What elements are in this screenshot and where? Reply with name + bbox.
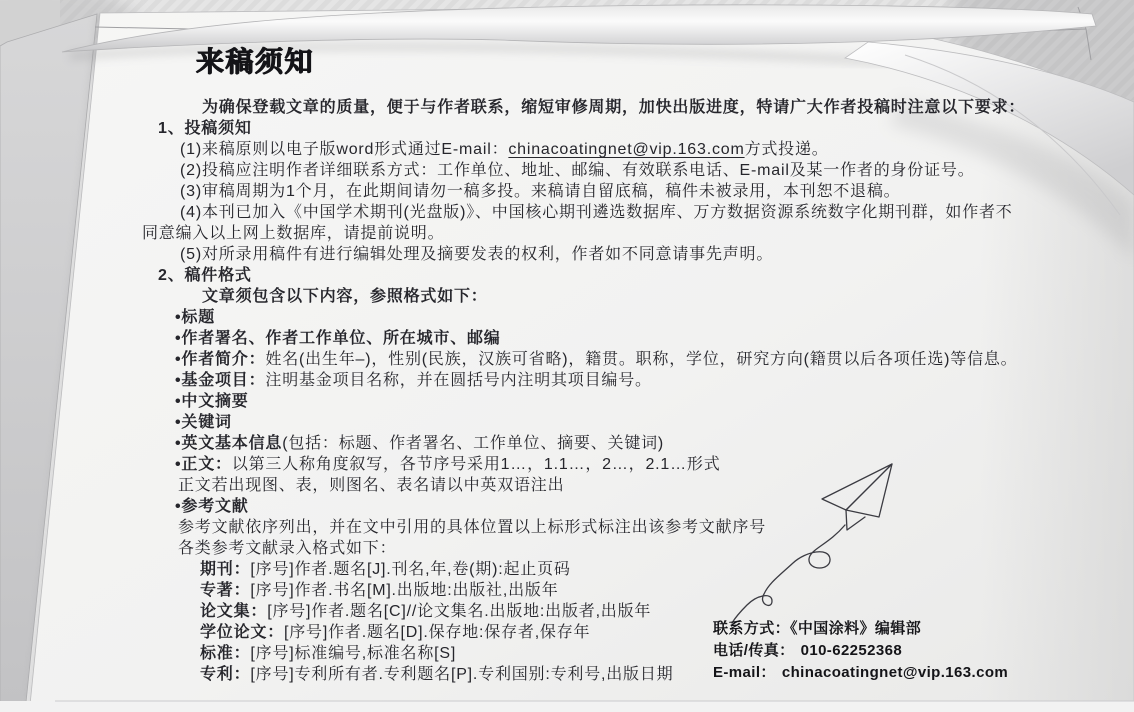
format-lead: 文章须包含以下内容，参照格式如下：	[202, 288, 488, 305]
ref-format-standard-label: 标准：	[200, 645, 251, 662]
ref-format-book	[142, 580, 1072, 601]
ref-format-patent-label: 专利：	[200, 666, 251, 683]
ref-format-thesis-text: [序号]作者.题名[D].保存地:保存者,保存年	[284, 624, 591, 641]
ref-format-book-label: 专著：	[200, 582, 251, 599]
email-link[interactable]: chinacoatingnet@vip.163.com	[508, 141, 745, 158]
bullet-fund	[142, 370, 1072, 391]
bullet-fund-text: 注明基金项目名称，并在圆括号内注明其项目编号。	[265, 372, 652, 389]
contact-phone-label: 电话/传真：	[713, 642, 795, 659]
figures-tables-note: 正文若出现图、表，则图名、表名请以中英双语注出	[178, 477, 565, 494]
submission-item-1-text: (1)来稿原则以电子版word形式通过E-mail：	[180, 141, 509, 158]
bottom-sheet-edge	[0, 701, 1134, 712]
bullet-main-body-text: 以第三人称角度叙写，各节序号采用1…，1.1…，2…，2.1…形式	[231, 456, 721, 473]
bullet-author-bio-text: 姓名(出生年–)，性别(民族，汉族可省略)，籍贯。职称，学位，研究方向(籍贯以后各项任选)等信息。	[265, 351, 1018, 368]
ref-format-book-text: [序号]作者.书名[M].出版地:出版社,出版年	[250, 582, 559, 599]
contact-block	[713, 618, 1008, 684]
submission-item-4-continued: 同意编入以上网上数据库，请提前说明。	[142, 225, 445, 242]
ref-format-proceedings-label: 论文集：	[200, 603, 268, 620]
ref-format-journal	[142, 559, 1072, 580]
contact-phone-line	[713, 640, 1008, 662]
submission-item-2: (2)投稿应注明作者详细联系方式：工作单位、地址、邮编、有效联系电话、E-mail及某一作者的身份证号。	[180, 162, 975, 179]
references-note-1: 参考文献依序列出，并在文中引用的具体位置以上标形式标注出该参考文献序号	[178, 519, 767, 536]
bullet-keywords: •关键词	[175, 414, 232, 431]
ref-format-proceedings-text: [序号]作者.题名[C]//论文集名.出版地:出版者,出版年	[267, 603, 652, 620]
bullet-authors: •作者署名、作者工作单位、所在城市、邮编	[175, 330, 501, 347]
bullet-author-bio	[142, 349, 1072, 370]
bullet-author-bio-label: •作者简介：	[175, 351, 266, 368]
contact-editorial-office: 联系方式：《中国涂料》编辑部	[713, 620, 922, 637]
ref-format-journal-label: 期刊：	[200, 561, 251, 578]
ref-format-patent-text: [序号]专利所有者.专利题名[P].专利国别:专利号,出版日期	[250, 666, 674, 683]
bullet-fund-label: •基金项目：	[175, 372, 266, 389]
submission-item-1	[142, 139, 1072, 160]
submission-item-1-tail: 方式投递。	[744, 141, 829, 158]
contact-email-label: E-mail：	[713, 664, 776, 681]
bullet-title: •标题	[175, 309, 216, 326]
contact-email-line	[713, 662, 1008, 684]
bullet-references: •参考文献	[175, 498, 249, 515]
section-1-heading: 1、投稿须知	[158, 120, 252, 137]
ref-format-journal-text: [序号]作者.题名[J].刊名,年,卷(期):起止页码	[250, 561, 571, 578]
references-note-2: 各类参考文献录入格式如下：	[178, 540, 397, 557]
bullet-english-info	[142, 433, 1072, 454]
submission-item-4: (4)本刊已加入《中国学术期刊(光盘版)》、中国核心期刊遴选数据库、万方数据资源系统数字化期刊群，如作者不	[180, 204, 1013, 221]
bullet-abstract: •中文摘要	[175, 393, 249, 410]
contact-phone-number: 010-62252368	[800, 642, 903, 659]
ref-format-standard-text: [序号]标准编号,标准名称[S]	[250, 645, 457, 662]
notice-body	[142, 97, 1072, 685]
submission-item-5: (5)对所录用稿件有进行编辑处理及摘要发表的权利，作者如不同意请事先声明。	[180, 246, 774, 263]
bullet-main-body-label: •正文：	[175, 456, 232, 473]
bullet-english-info-text: (包括：标题、作者署名、工作单位、摘要、关键词)	[282, 435, 665, 452]
intro-paragraph: 为确保登载文章的质量，便于与作者联系，缩短审修周期，加快出版进度，特请广大作者投稿时注意以下要求：	[202, 99, 1026, 116]
ref-format-thesis-label: 学位论文：	[200, 624, 285, 641]
submission-item-3: (3)审稿周期为1个月，在此期间请勿一稿多投。来稿请自留底稿，稿件未被录用，本刊恕不退稿。	[180, 183, 901, 200]
page-title: 来稿须知	[196, 46, 315, 77]
bullet-english-info-label: •英文基本信息	[175, 435, 283, 452]
bullet-main-body	[142, 454, 1072, 475]
section-2-heading: 2、稿件格式	[158, 267, 252, 284]
contact-email-value: chinacoatingnet@vip.163.com	[781, 664, 1009, 681]
